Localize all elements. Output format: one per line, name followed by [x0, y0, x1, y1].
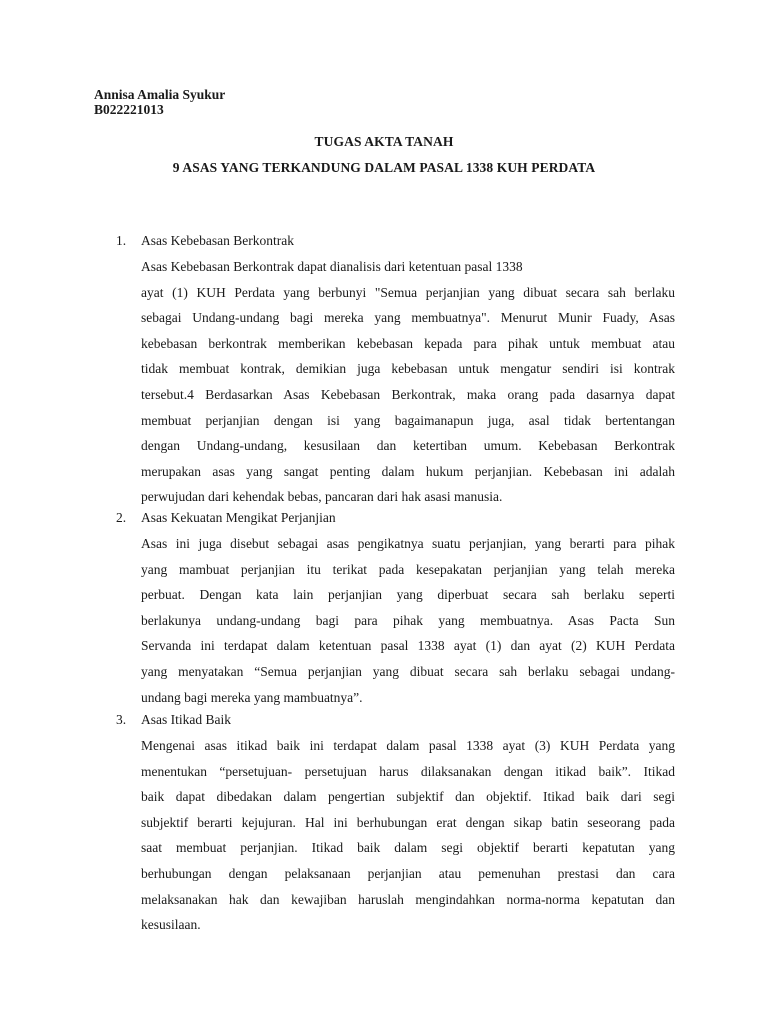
paragraph-line: saat membuat perjanjian. Itikad baik dalam segi objektif berarti kepatutan yang: [141, 840, 675, 856]
paragraph-line: Servanda ini terdapat dalam ketentuan pasal 1338 ayat (1) dan ayat (2) KUH Perdata: [141, 638, 675, 654]
paragraph-line: merupakan asas yang sangat penting dalam hukum perjanjian. Kebebasan ini adalah: [141, 463, 675, 479]
paragraph-line: Mengenai asas itikad baik ini terdapat dalam pasal 1338 ayat (3) KUH Perdata yang: [141, 738, 675, 753]
paragraph-line: tidak membuat kontrak, demikian juga kebebasan untuk mengatur sendiri isi kontrak: [141, 361, 675, 377]
paragraph-line: sebagai Undang-undang bagi mereka yang membuatnya". Menurut Munir Fuady, Asas: [141, 310, 675, 326]
paragraph-line: berhubungan dengan pelaksanaan perjanjian atau pemenuhan prestasi dan cara: [141, 865, 675, 881]
document-subtitle: 9 ASAS YANG TERKANDUNG DALAM PASAL 1338 KUH PERDATA: [172, 160, 596, 175]
list-item-title: Asas Kebebasan Berkontrak: [141, 233, 294, 248]
list-item-paragraph: [141, 254, 675, 510]
paragraph-line: membuat perjanjian dengan isi yang bagaimanapun juga, asal tidak bertentangan: [141, 412, 675, 428]
student-id: B022221013: [94, 102, 164, 117]
list-item-number: 3.: [116, 712, 127, 727]
paragraph-line: kebebasan berkontrak memberikan kebebasan kepada para pihak untuk membuat atau: [141, 335, 675, 351]
paragraph-line: berlakunya undang-undang bagi para pihak yang membuatnya. Asas Pacta Sun: [141, 612, 675, 628]
list-item-paragraph: [141, 733, 675, 938]
paragraph-line: ayat (1) KUH Perdata yang berbunyi "Semua perjanjian yang dibuat secara sah berlaku: [141, 284, 675, 300]
paragraph-line: menentukan “persetujuan- persetujuan harus dilaksanakan dengan itikad baik”. Itikad: [141, 763, 675, 779]
paragraph-line: perwujudan dari kehendak bebas, pancaran dari hak asasi manusia.: [141, 489, 503, 505]
paragraph-line: subjektif berarti kejujuran. Hal ini berhubungan erat dengan sikap batin seseorang pada: [141, 814, 675, 830]
list-item-title: Asas Kekuatan Mengikat Perjanjian: [141, 510, 336, 525]
document-title: TUGAS AKTA TANAH: [314, 134, 454, 149]
author-name: Annisa Amalia Syukur: [94, 87, 226, 102]
paragraph-line: baik dapat dibedakan dalam pengertian subjektif dan objektif. Itikad baik dari segi: [141, 789, 675, 805]
paragraph-line: perbuat. Dengan kata lain perjanjian yang diperbuat secara sah berlaku seperti: [141, 587, 675, 603]
paragraph-line: tersebut.4 Berdasarkan Asas Kebebasan Berkontrak, maka orang pada dasarnya dapat: [141, 386, 675, 402]
list-item-title: Asas Itikad Baik: [141, 712, 231, 727]
author-block: [94, 87, 225, 117]
paragraph-line: yang menyatakan “Semua perjanjian yang dibuat secara sah berlaku sebagai undang-: [141, 663, 675, 679]
list-item-paragraph: [141, 531, 675, 710]
list-item-number: 1.: [116, 233, 127, 248]
paragraph-line: Asas Kebebasan Berkontrak dapat dianalisis dari ketentuan pasal 1338: [141, 259, 523, 274]
paragraph-line: undang bagi mereka yang mambuatnya”.: [141, 689, 363, 705]
paragraph-line: Asas ini juga disebut sebagai asas pengikatnya suatu perjanjian, yang berarti para pihak: [141, 536, 675, 551]
paragraph-line: dengan Undang-undang, kesusilaan dan ketertiban umum. Kebebasan Berkontrak: [141, 438, 675, 454]
paragraph-line: kesusilaan.: [141, 917, 201, 933]
paragraph-line: melaksanakan hak dan kewajiban haruslah mengindahkan norma-norma kepatutan dan: [141, 891, 675, 907]
paragraph-line: yang mambuat perjanjian itu terikat pada kesepakatan perjanjian yang telah mereka: [141, 561, 675, 577]
list-item-number: 2.: [116, 510, 127, 525]
